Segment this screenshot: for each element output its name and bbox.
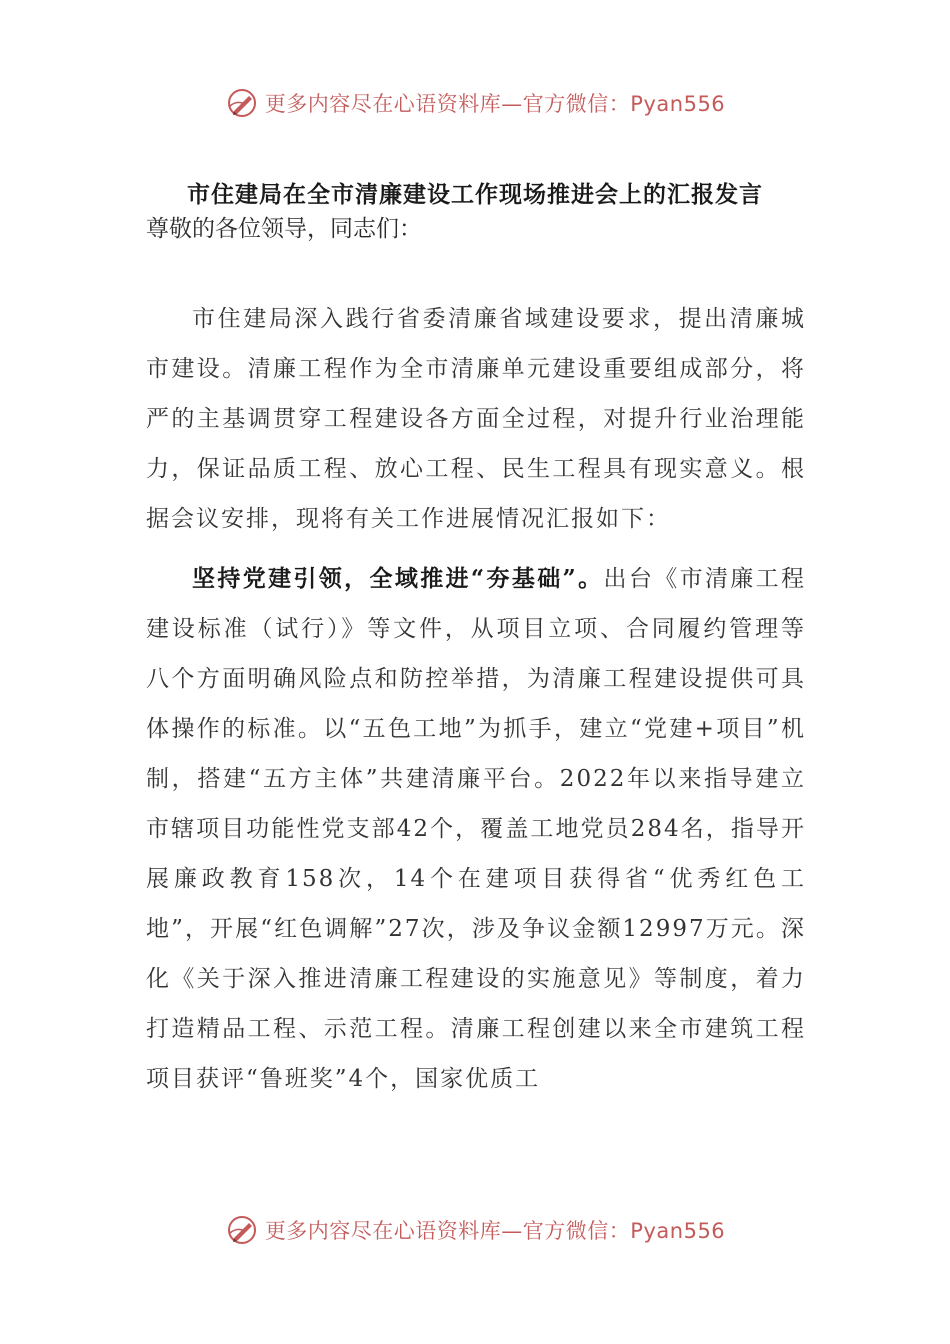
paragraph-lead: 坚持党建引领，全域推进“夯基础”。	[192, 565, 604, 592]
watermark-footer	[0, 1213, 950, 1247]
greeting: 尊敬的各位领导，同志们：	[146, 216, 422, 242]
paragraph-intro: 市住建局深入践行省委清廉省域建设要求，提出清廉城市建设。清廉工程作为全市清廉单元建设重要组成部分，将严的主基调贯穿工程建设各方面全过程，对提升行业治理能力，保证品质工程、放心工程、民生工程具有现实意义。根据会议安排，现将有关工作进展情况汇报如下：	[146, 306, 806, 532]
watermark-text: 更多内容尽在心语资料库—官方微信：Pyan556	[264, 1219, 726, 1243]
paragraph-party-building	[146, 554, 806, 1104]
pen-logo-icon	[225, 1213, 259, 1247]
pen-logo-icon	[225, 86, 259, 120]
watermark-header	[0, 86, 950, 120]
document-title: 市住建局在全市清廉建设工作现场推进会上的汇报发言	[187, 181, 763, 208]
paragraph-body: 出台《市清廉工程建设标准（试行）》等文件，从项目立项、合同履约管理等八个方面明确风险点和防控举措，为清廉工程建设提供可具体操作的标准。以“五色工地”为抓手，建立“党建+项目”机制，搭建“五方主体”共建清廉平台。2022年以来指导建立市辖项目功能性党支部42个，覆盖工地党员284名，指导开展廉政教育158次，14个在建项目获得省“优秀红色工地”，开展“红色调解”27次，涉及争议金额12997万元。深化《关于深入推进清廉工程建设的实施意见》等制度，着力打造精品工程、示范工程。清廉工程创建以来全市建筑工程项目获评“鲁班奖”4个，国家优质工	[146, 566, 807, 1092]
watermark-text: 更多内容尽在心语资料库—官方微信：Pyan556	[264, 92, 726, 116]
